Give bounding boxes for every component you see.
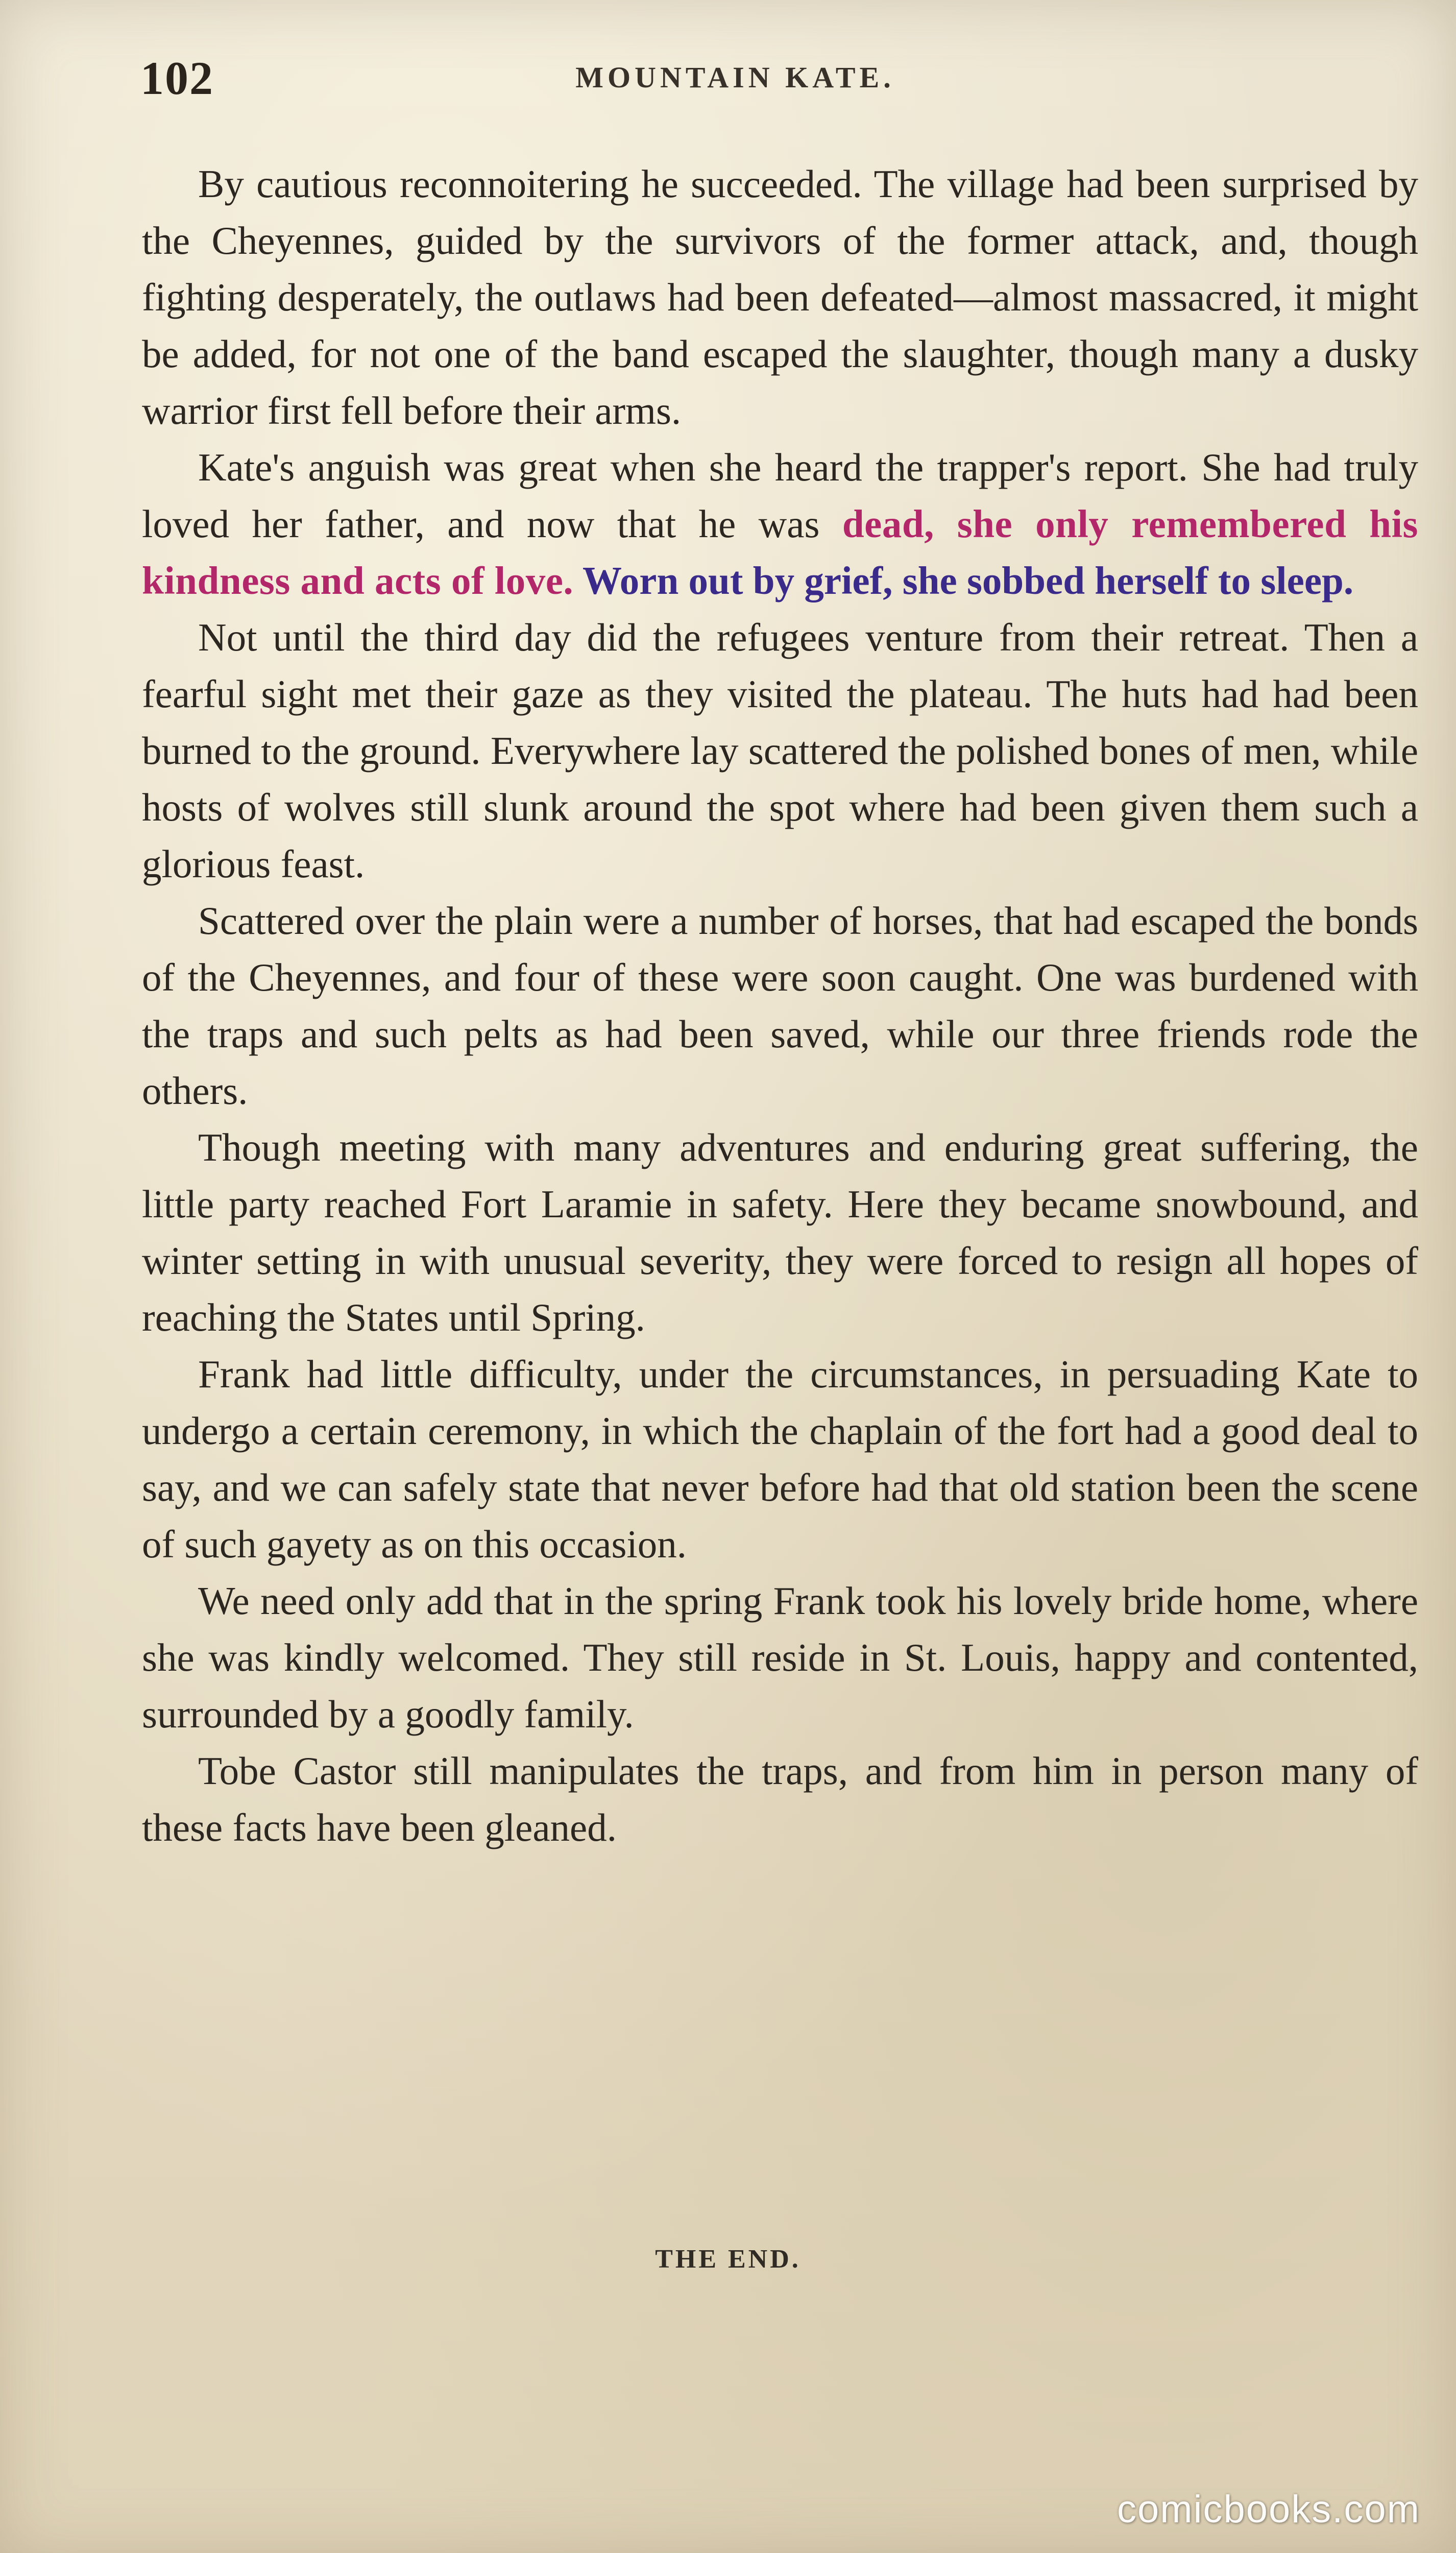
- paragraph: Not until the third day did the refugees venture from their retreat. Then a fearful sight met their gaze as they visited the plateau. The huts had had been burned to the ground. Everywhere lay scattered the polished bones of men, while hosts of wolves still slunk around the spot where had been given them such a glorious feast.: [142, 615, 1418, 886]
- paragraph: Scattered over the plain were a number of horses, that had escaped the bonds of the Cheyennes, and four of these were soon caught. One was burdened with the traps and such pelts as had been saved, while our three friends rode the others.: [142, 899, 1418, 1113]
- the-end: THE END.: [655, 2245, 801, 2274]
- paragraph-highlighted: [142, 439, 1418, 609]
- running-head: MOUNTAIN KATE.: [575, 61, 895, 94]
- watermark-text: comicbooks.com: [1117, 2488, 1420, 2531]
- paragraph: Frank had little difficulty, under the circumstances, in persuading Kate to undergo a certain ceremony, in which the chaplain of the fort had a good deal to say, and we can safely state that never before had that old station been the scene of such gayety as on this occasion.: [142, 1352, 1418, 1566]
- paragraph-text: Kate's anguish was great when she heard the trapper's report. She had truly loved her father, and now that he was: [142, 445, 1418, 546]
- page-header: [140, 51, 1330, 112]
- highlighted-text-red: dead, she only remembered his kindness and acts of love.: [142, 502, 1418, 603]
- highlighted-text-blue: Worn out by grief, she sobbed herself to sleep.: [573, 559, 1354, 603]
- body-text: [142, 156, 1418, 1856]
- page-number: 102: [140, 52, 214, 104]
- paragraph: Tobe Castor still manipulates the traps, and from him in person many of these facts have been gleaned.: [142, 1749, 1418, 1849]
- paragraph: We need only add that in the spring Frank took his lovely bride home, where she was kindly welcomed. They still reside in St. Louis, happy and contented, surrounded by a goodly family.: [142, 1579, 1418, 1736]
- paragraph: Though meeting with many adventures and enduring great suffering, the little party reached Fort Laramie in safety. Here they became snowbound, and winter setting in with unusual severity, they were forced to resign all hopes of reaching the States until Spring.: [142, 1125, 1418, 1339]
- paragraph: By cautious reconnoitering he succeeded. The village had been surprised by the Cheyennes, guided by the survivors of the former attack, and, though fighting desperately, the outlaws had been defeated—almost massacred, it might be added, for not one of the band escaped the slaughter, though many a dusky warrior first fell before their arms.: [142, 162, 1418, 432]
